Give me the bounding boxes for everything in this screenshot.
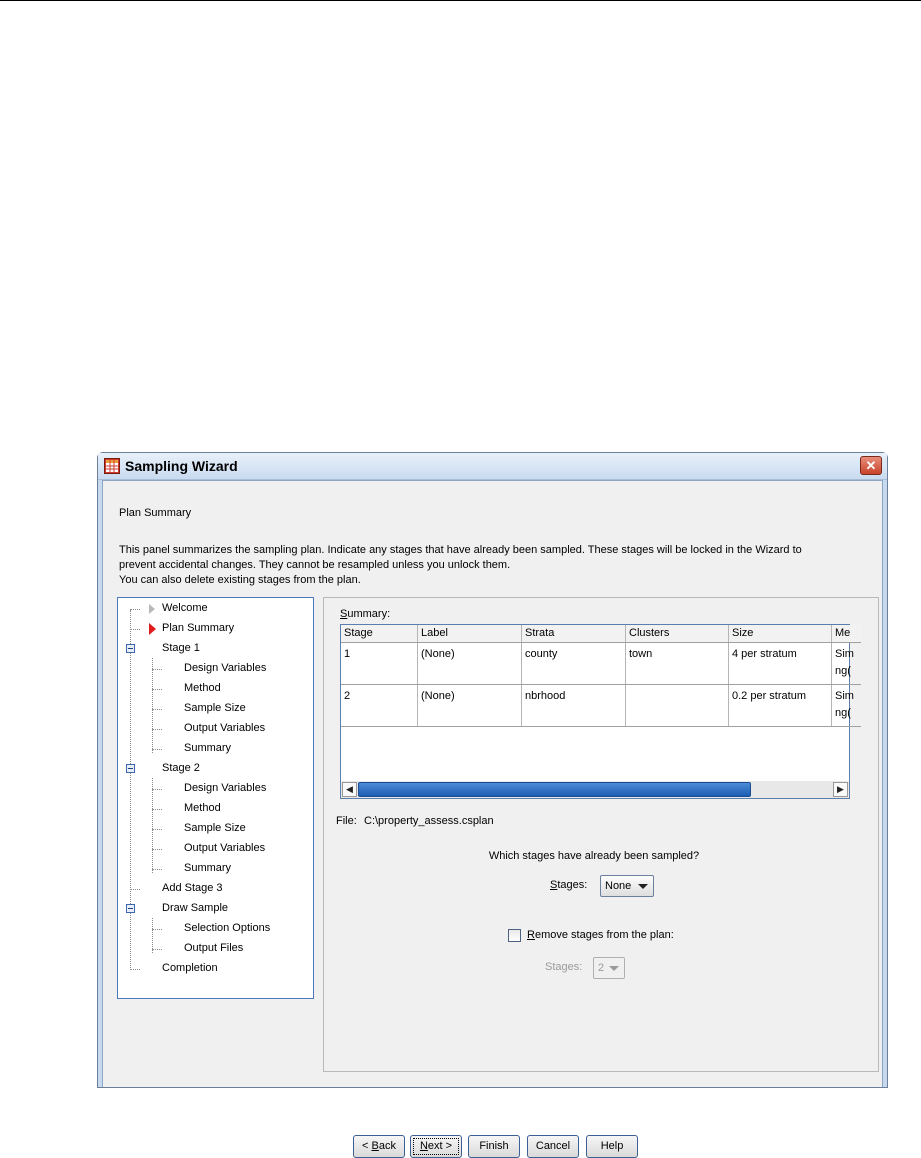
collapse-icon[interactable] — [126, 904, 135, 913]
tree-line — [152, 658, 153, 753]
title-bar — [98, 453, 887, 480]
tree-item-summary[interactable]: Summary — [184, 862, 232, 874]
summary-table[interactable] — [340, 624, 854, 799]
description-line: This panel summarizes the sampling plan. Indicate any stages that have already been sampled. These stages will be locked in the Wizard to — [119, 544, 802, 556]
tree-line — [152, 709, 162, 710]
tree-item-design-variables[interactable]: Design Variables — [184, 782, 267, 794]
tree-line — [152, 689, 162, 690]
tree-item-stage-2[interactable]: Stage 2 — [162, 762, 200, 774]
back-button-arrow: < — [362, 1140, 372, 1152]
tree-item-design-variables[interactable]: Design Variables — [184, 662, 267, 674]
cell-method-line: Sim — [835, 648, 854, 660]
cell-strata: county — [522, 643, 626, 684]
tree-line — [152, 929, 162, 930]
chevron-down-icon — [638, 884, 648, 889]
tree-item-summary[interactable]: Summary — [184, 742, 232, 754]
tree-line — [152, 729, 162, 730]
tree-item-sample-size[interactable]: Sample Size — [184, 702, 246, 714]
tree-item-plan-summary[interactable]: Plan Summary — [162, 622, 235, 634]
column-header-size[interactable]: Size — [729, 625, 832, 642]
tree-line — [130, 609, 140, 610]
tree-line — [152, 869, 162, 870]
panel-title: Plan Summary — [119, 507, 192, 519]
column-header-label[interactable]: Label — [418, 625, 522, 642]
tree-line — [152, 789, 162, 790]
stages-dropdown[interactable] — [600, 875, 654, 897]
file-path: C:\property_assess.csplan — [364, 815, 494, 827]
tree-item-add-stage-3[interactable]: Add Stage 3 — [162, 882, 223, 894]
cell-stage: 1 — [341, 643, 418, 684]
remove-stages-count-label-text: Stages — [545, 961, 580, 973]
cell-method — [832, 643, 872, 684]
next-button[interactable] — [410, 1135, 462, 1158]
next-button-rest: ext > — [427, 1140, 453, 1152]
column-header-method[interactable]: Me — [835, 627, 851, 639]
tree-item-welcome[interactable]: Welcome — [162, 602, 208, 614]
cell-method-line: ng( — [835, 665, 851, 677]
top-rule — [0, 0, 921, 1]
tree-item-output-variables[interactable]: Output Variables — [184, 722, 266, 734]
back-button-rest: ack — [378, 1140, 396, 1152]
tree-line — [130, 969, 140, 970]
tree-item-output-files[interactable]: Output Files — [184, 942, 244, 954]
tree-line — [130, 629, 140, 630]
cell-clusters: town — [626, 643, 729, 684]
sampling-wizard-window — [97, 452, 888, 1152]
tree-line — [152, 749, 162, 750]
summary-label-rest: ummary: — [347, 608, 391, 620]
close-button[interactable] — [860, 456, 882, 475]
column-header-stage[interactable]: Stage — [341, 625, 418, 642]
stages-label — [550, 879, 587, 891]
stages-label-rest: tages: — [557, 879, 588, 891]
cell-method — [832, 685, 872, 726]
sampled-stages-question: Which stages have already been sampled? — [488, 850, 700, 862]
cell-label: (None) — [418, 643, 522, 684]
finish-button[interactable]: Finish — [468, 1135, 520, 1158]
help-button[interactable]: Help — [586, 1135, 638, 1158]
close-icon: ✕ — [865, 458, 877, 473]
remove-stages-count-value: 2 — [598, 962, 605, 974]
step-marker-icon — [149, 604, 155, 614]
cancel-button[interactable]: Cancel — [527, 1135, 579, 1158]
remove-stages-checkbox[interactable] — [508, 929, 521, 942]
remove-stages-count-label-colon: : — [579, 961, 583, 973]
wizard-body — [102, 480, 883, 1087]
tree-item-selection-options[interactable]: Selection Options — [184, 922, 271, 934]
scroll-left-arrow-icon[interactable]: ◀ — [342, 782, 357, 797]
plan-summary-content — [323, 597, 879, 1072]
cell-label: (None) — [418, 685, 522, 726]
cell-strata: nbrhood — [522, 685, 626, 726]
stages-dropdown-value: None — [605, 880, 632, 892]
next-button-mnemonic: N — [419, 1140, 428, 1152]
tree-item-method[interactable]: Method — [184, 682, 221, 694]
tree-line — [130, 889, 140, 890]
remove-label-mnemonic: R — [527, 929, 535, 941]
table-row[interactable] — [341, 643, 861, 685]
table-header — [341, 625, 861, 643]
horizontal-scrollbar[interactable] — [341, 781, 849, 798]
tree-line — [130, 610, 131, 968]
tree-item-method[interactable]: Method — [184, 802, 221, 814]
remove-stages-label[interactable] — [527, 929, 674, 941]
tree-item-completion[interactable]: Completion — [162, 962, 218, 974]
cell-size: 0.2 per stratum — [729, 685, 832, 726]
panel-description — [119, 543, 879, 588]
collapse-icon[interactable] — [126, 644, 135, 653]
back-button-mnemonic: B — [371, 1140, 379, 1152]
column-header-strata[interactable]: Strata — [522, 625, 626, 642]
cell-size: 4 per stratum — [729, 643, 832, 684]
tree-item-sample-size[interactable]: Sample Size — [184, 822, 246, 834]
wizard-steps-tree — [117, 597, 314, 999]
chevron-down-icon — [609, 966, 619, 971]
collapse-icon[interactable] — [126, 764, 135, 773]
spreadsheet-icon — [104, 458, 120, 474]
description-line: prevent accidental changes. They cannot be resampled unless you unlock them. — [119, 559, 511, 571]
tree-line — [152, 949, 162, 950]
scrollbar-thumb[interactable] — [358, 782, 751, 797]
tree-item-draw-sample[interactable]: Draw Sample — [162, 902, 229, 914]
cell-stage: 2 — [341, 685, 418, 726]
remove-label-rest: emove stages from the plan: — [534, 929, 674, 941]
tree-line — [152, 918, 153, 953]
remove-stages-count-label — [545, 961, 582, 973]
summary-label-mnemonic: S — [340, 608, 348, 620]
cell-method-line: Sim — [835, 690, 854, 702]
summary-label — [340, 608, 390, 620]
column-header-clusters[interactable]: Clusters — [626, 625, 729, 642]
tree-line — [152, 829, 162, 830]
scroll-right-arrow-icon[interactable]: ▶ — [833, 782, 848, 797]
stages-label-mnemonic: S — [550, 879, 558, 891]
tree-item-output-variables[interactable]: Output Variables — [184, 842, 266, 854]
current-step-arrow-icon — [149, 623, 156, 635]
cell-clusters — [626, 685, 729, 726]
table-row[interactable] — [341, 685, 861, 727]
back-button[interactable] — [353, 1135, 405, 1158]
tree-line — [152, 669, 162, 670]
cell-method-line: ng( — [835, 707, 851, 719]
description-line: You can also delete existing stages from the plan. — [119, 574, 361, 586]
remove-stages-count-dropdown — [593, 957, 625, 979]
tree-item-stage-1[interactable]: Stage 1 — [162, 642, 200, 654]
tree-line — [152, 809, 162, 810]
tree-line — [152, 778, 153, 873]
window-title: Sampling Wizard — [125, 458, 238, 474]
tree-line — [152, 849, 162, 850]
file-label: File: — [336, 815, 357, 827]
